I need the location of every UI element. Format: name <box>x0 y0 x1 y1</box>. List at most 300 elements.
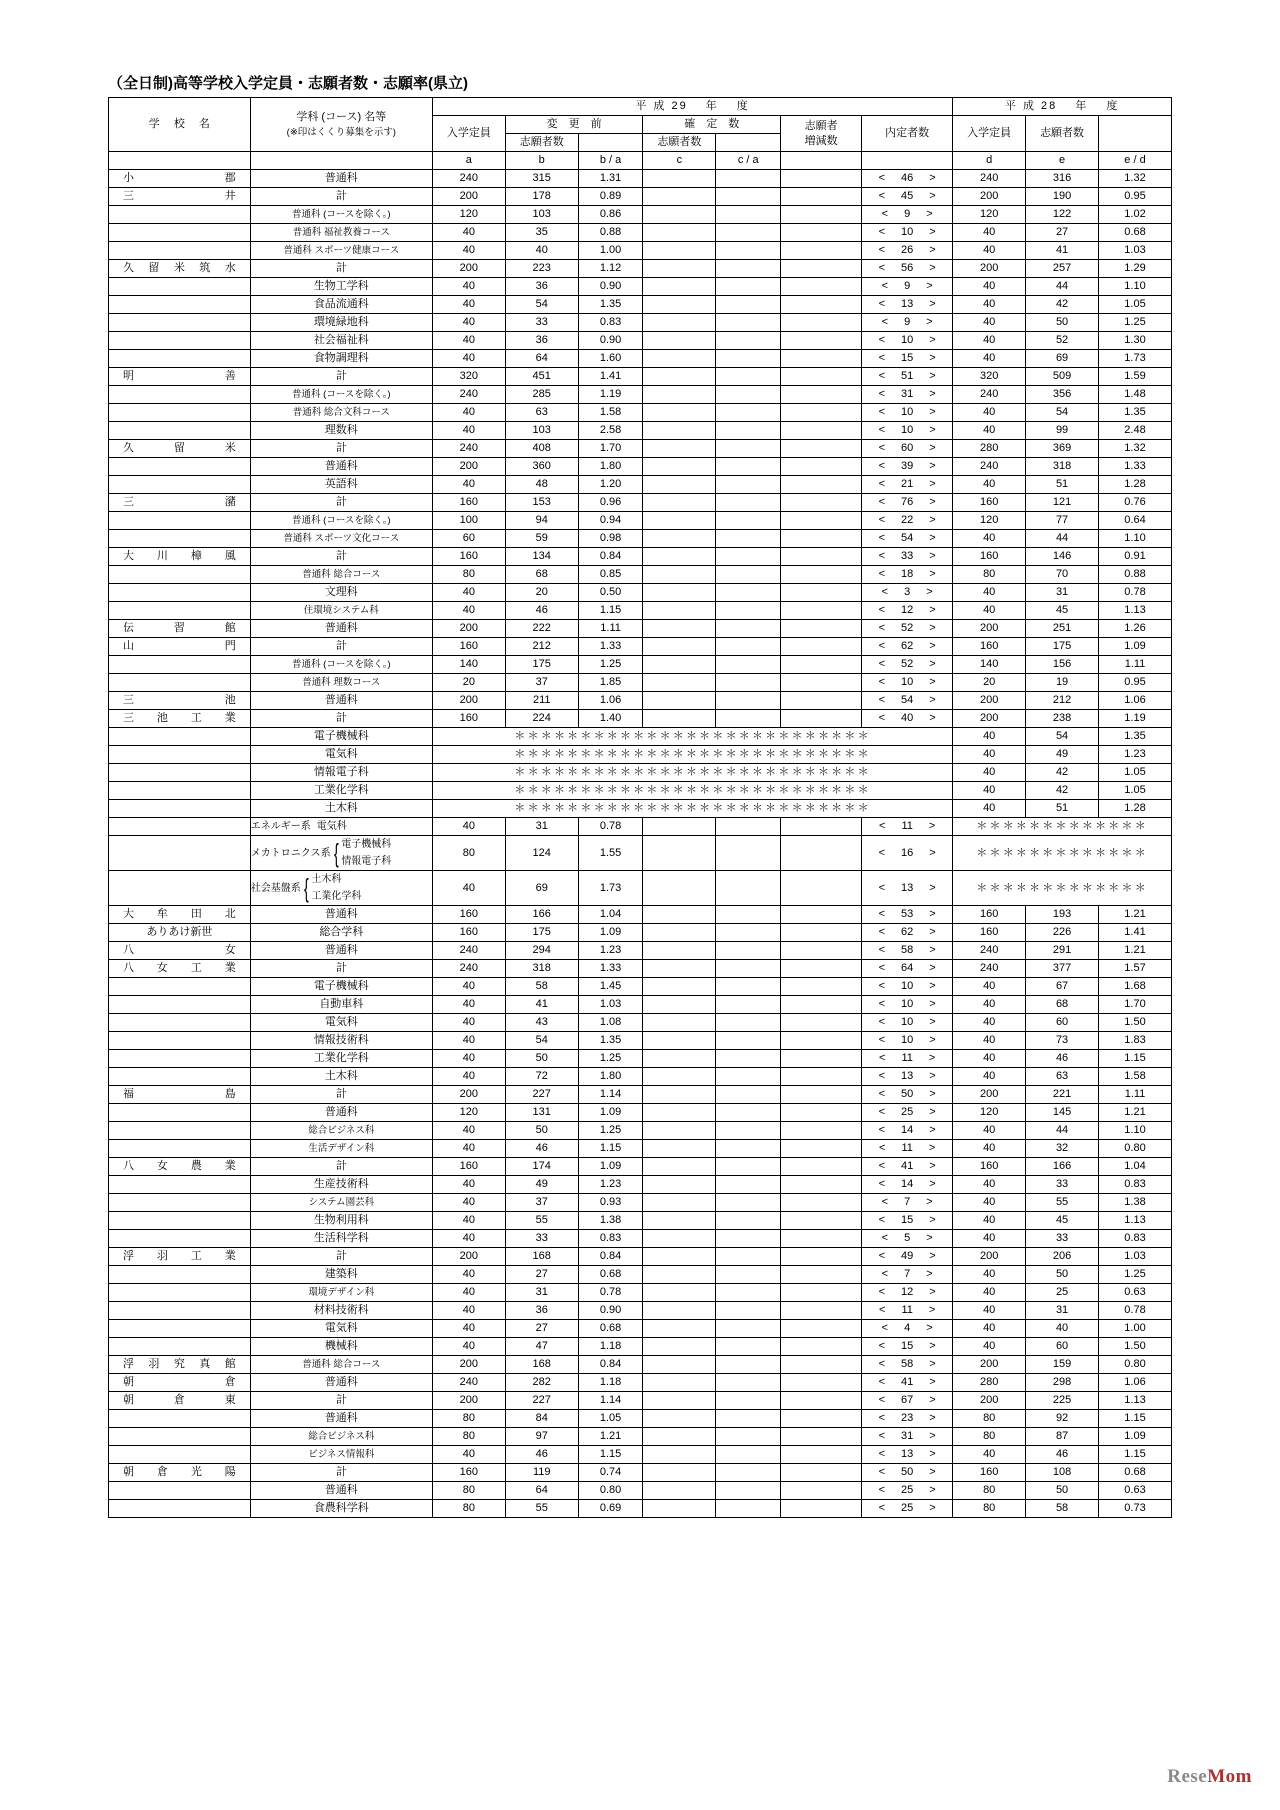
naitei-cell: < 10 > <box>862 996 953 1014</box>
shigan-e-cell: 31 <box>1026 584 1099 602</box>
shigan-c-cell <box>643 871 716 906</box>
teiin28-cell: 40 <box>953 1122 1026 1140</box>
zogen-cell <box>781 530 862 548</box>
shigan-c-cell <box>643 1464 716 1482</box>
teiin29-cell: 40 <box>432 242 505 260</box>
shigan-c-cell <box>643 458 716 476</box>
zogen-cell <box>781 260 862 278</box>
ratio-ba-cell: 0.90 <box>578 278 643 296</box>
teiin28-cell: 40 <box>953 1014 1026 1032</box>
shigan-b-cell: 33 <box>505 314 578 332</box>
ratio-ba-cell: 0.78 <box>578 818 643 836</box>
school-name-cell <box>109 1410 251 1428</box>
shigan-e-cell: 33 <box>1026 1230 1099 1248</box>
course-name-cell: 電子機械科 <box>250 728 432 746</box>
zogen-cell <box>781 960 862 978</box>
naitei-cell: < 14 > <box>862 1122 953 1140</box>
zogen-cell <box>781 1464 862 1482</box>
teiin28-cell: 320 <box>953 368 1026 386</box>
shigan-b-cell: 285 <box>505 386 578 404</box>
header-ed: e / d <box>1099 152 1172 170</box>
ratio-ed-cell: 1.11 <box>1099 1086 1172 1104</box>
stars-cell: ＊＊＊＊＊＊＊＊＊＊＊＊＊ <box>953 871 1172 906</box>
naitei-cell: < 62 > <box>862 924 953 942</box>
ratio-ba-cell: 1.05 <box>578 1410 643 1428</box>
course-name-cell: 生物利用科 <box>250 1212 432 1230</box>
ratio-ba-cell: 1.41 <box>578 368 643 386</box>
stars-cell: ＊＊＊＊＊＊＊＊＊＊＊＊＊＊＊＊＊＊＊＊＊＊＊＊＊＊＊ <box>432 728 952 746</box>
shigan-e-cell: 251 <box>1026 620 1099 638</box>
teiin29-cell: 40 <box>432 1284 505 1302</box>
ratio-ba-cell: 1.25 <box>578 656 643 674</box>
course-name-cell: 普通科 <box>250 170 432 188</box>
course-name-cell: 環境デザイン科 <box>250 1284 432 1302</box>
watermark <box>1167 1766 1252 1788</box>
shigan-b-cell: 64 <box>505 350 578 368</box>
shigan-c-cell <box>643 1194 716 1212</box>
ratio-ca-cell <box>716 638 781 656</box>
zogen-cell <box>781 350 862 368</box>
naitei-cell: < 40 > <box>862 710 953 728</box>
naitei-cell: < 18 > <box>862 566 953 584</box>
table-body <box>109 170 1172 1518</box>
course-name-cell: 環境緑地科 <box>250 314 432 332</box>
course-name-cell: 普通科 (コースを除く。) <box>250 512 432 530</box>
teiin28-cell: 160 <box>953 924 1026 942</box>
ratio-ca-cell <box>716 942 781 960</box>
shigan-c-cell <box>643 1392 716 1410</box>
ratio-ba-cell: 0.98 <box>578 530 643 548</box>
school-name-cell <box>109 1500 251 1518</box>
school-name-cell <box>109 404 251 422</box>
shigan-e-cell: 58 <box>1026 1500 1099 1518</box>
ratio-ba-cell: 0.83 <box>578 1230 643 1248</box>
page-title: （全日制)高等学校入学定員・志願者数・志願率(県立) <box>108 75 468 92</box>
naitei-cell: < 52 > <box>862 656 953 674</box>
table-row <box>109 764 1172 782</box>
table-row <box>109 674 1172 692</box>
zogen-cell <box>781 1194 862 1212</box>
table-row <box>109 188 1172 206</box>
zogen-cell <box>781 871 862 906</box>
naitei-cell: < 11 > <box>862 1302 953 1320</box>
shigan-b-cell: 119 <box>505 1464 578 1482</box>
ratio-ba-cell: 0.84 <box>578 548 643 566</box>
ratio-ed-cell: 1.06 <box>1099 692 1172 710</box>
zogen-cell <box>781 1284 862 1302</box>
table-row <box>109 314 1172 332</box>
zogen-cell <box>781 314 862 332</box>
ratio-ba-cell: 0.90 <box>578 332 643 350</box>
ratio-ed-cell: 1.50 <box>1099 1014 1172 1032</box>
teiin29-cell: 40 <box>432 871 505 906</box>
course-name-cell: 普通科 <box>250 942 432 960</box>
table-row <box>109 906 1172 924</box>
ratio-ed-cell: 1.38 <box>1099 1194 1172 1212</box>
shigan-e-cell: 356 <box>1026 386 1099 404</box>
shigan-e-cell: 69 <box>1026 350 1099 368</box>
school-name-cell: 山 門 <box>109 638 251 656</box>
teiin28-cell: 200 <box>953 1086 1026 1104</box>
shigan-e-cell: 369 <box>1026 440 1099 458</box>
stars-cell: ＊＊＊＊＊＊＊＊＊＊＊＊＊＊＊＊＊＊＊＊＊＊＊＊＊＊＊ <box>432 800 952 818</box>
shigan-b-cell: 72 <box>505 1068 578 1086</box>
teiin28-cell: 200 <box>953 260 1026 278</box>
course-name-cell: 計 <box>250 638 432 656</box>
naitei-cell: < 10 > <box>862 404 953 422</box>
table-row <box>109 296 1172 314</box>
header-ratio-ed-top <box>1099 116 1172 152</box>
shigan-c-cell <box>643 710 716 728</box>
ratio-ed-cell: 1.25 <box>1099 1266 1172 1284</box>
table-row <box>109 440 1172 458</box>
school-name-cell: 三 池 工 業 <box>109 710 251 728</box>
shigan-e-cell: 49 <box>1026 746 1099 764</box>
naitei-cell: < 10 > <box>862 1032 953 1050</box>
school-name-cell <box>109 476 251 494</box>
ratio-ed-cell: 1.03 <box>1099 1248 1172 1266</box>
course-name-cell: 計 <box>250 260 432 278</box>
naitei-cell: < 11 > <box>862 818 953 836</box>
table-row <box>109 368 1172 386</box>
admissions-table <box>108 97 1172 1518</box>
zogen-cell <box>781 620 862 638</box>
table-row <box>109 332 1172 350</box>
header-shigan28: 志願者数 <box>1026 116 1099 152</box>
school-name-cell: 三 池 <box>109 692 251 710</box>
ratio-ca-cell <box>716 260 781 278</box>
teiin29-cell: 80 <box>432 1500 505 1518</box>
shigan-e-cell: 44 <box>1026 278 1099 296</box>
course-name-cell: 情報電子科 <box>250 764 432 782</box>
teiin29-cell: 120 <box>432 206 505 224</box>
shigan-b-cell: 124 <box>505 836 578 871</box>
ratio-ba-cell: 0.86 <box>578 206 643 224</box>
ratio-ed-cell: 1.13 <box>1099 1392 1172 1410</box>
ratio-ed-cell: 0.83 <box>1099 1230 1172 1248</box>
shigan-e-cell: 121 <box>1026 494 1099 512</box>
teiin28-cell: 40 <box>953 1230 1026 1248</box>
course-name-cell: 普通科 スポーツ健康コース <box>250 242 432 260</box>
header-kakutei: 確 定 数 <box>643 116 781 134</box>
school-name-cell: 久 留 米 筑 水 <box>109 260 251 278</box>
header-ratio-ba-top <box>578 134 643 152</box>
naitei-cell: < 15 > <box>862 1212 953 1230</box>
school-name-cell <box>109 512 251 530</box>
table-row <box>109 1194 1172 1212</box>
shigan-e-cell: 108 <box>1026 1464 1099 1482</box>
teiin29-cell: 160 <box>432 906 505 924</box>
teiin28-cell: 120 <box>953 512 1026 530</box>
ratio-ba-cell: 1.21 <box>578 1428 643 1446</box>
shigan-c-cell <box>643 996 716 1014</box>
ratio-ed-cell: 0.95 <box>1099 674 1172 692</box>
table-row <box>109 1140 1172 1158</box>
shigan-e-cell: 42 <box>1026 782 1099 800</box>
teiin28-cell: 80 <box>953 566 1026 584</box>
teiin28-cell: 120 <box>953 206 1026 224</box>
table-row <box>109 1320 1172 1338</box>
table-row <box>109 1104 1172 1122</box>
table-head <box>109 98 1172 170</box>
zogen-cell <box>781 836 862 871</box>
teiin29-cell: 40 <box>432 296 505 314</box>
ratio-ed-cell: 0.80 <box>1099 1356 1172 1374</box>
shigan-c-cell <box>643 1122 716 1140</box>
shigan-c-cell <box>643 224 716 242</box>
school-name-cell <box>109 224 251 242</box>
table-row <box>109 1014 1172 1032</box>
table-row <box>109 1212 1172 1230</box>
ratio-ed-cell: 0.78 <box>1099 584 1172 602</box>
teiin28-cell: 40 <box>953 746 1026 764</box>
shigan-c-cell <box>643 1266 716 1284</box>
teiin29-cell: 40 <box>432 1230 505 1248</box>
table-row <box>109 692 1172 710</box>
shigan-c-cell <box>643 978 716 996</box>
shigan-c-cell <box>643 960 716 978</box>
ratio-ed-cell: 0.64 <box>1099 512 1172 530</box>
header-school: 学 校 名 <box>109 98 251 152</box>
teiin29-cell: 240 <box>432 386 505 404</box>
table-row <box>109 1410 1172 1428</box>
shigan-b-cell: 103 <box>505 206 578 224</box>
shigan-b-cell: 103 <box>505 422 578 440</box>
ratio-ed-cell: 1.05 <box>1099 782 1172 800</box>
teiin29-cell: 240 <box>432 1374 505 1392</box>
shigan-c-cell <box>643 1374 716 1392</box>
shigan-c-cell <box>643 332 716 350</box>
naitei-cell: < 11 > <box>862 1140 953 1158</box>
shigan-e-cell: 31 <box>1026 1302 1099 1320</box>
course-name-cell: 計 <box>250 1464 432 1482</box>
teiin29-cell: 80 <box>432 1428 505 1446</box>
shigan-b-cell: 63 <box>505 404 578 422</box>
school-name-cell <box>109 584 251 602</box>
naitei-cell: < 50 > <box>862 1464 953 1482</box>
header-sub-blank1 <box>109 152 251 170</box>
table-row <box>109 1392 1172 1410</box>
ratio-ba-cell: 1.35 <box>578 1032 643 1050</box>
ratio-ed-cell: 1.41 <box>1099 924 1172 942</box>
school-name-cell: 八 女 <box>109 942 251 960</box>
shigan-e-cell: 42 <box>1026 764 1099 782</box>
teiin29-cell: 40 <box>432 1032 505 1050</box>
ratio-ca-cell <box>716 1356 781 1374</box>
ratio-ca-cell <box>716 530 781 548</box>
ratio-ca-cell <box>716 871 781 906</box>
school-name-cell <box>109 458 251 476</box>
ratio-ed-cell: 1.03 <box>1099 242 1172 260</box>
ratio-ba-cell: 0.78 <box>578 1284 643 1302</box>
teiin28-cell: 140 <box>953 656 1026 674</box>
ratio-ba-cell: 1.09 <box>578 1104 643 1122</box>
table-row <box>109 386 1172 404</box>
header-henkou-mae: 変 更 前 <box>505 116 643 134</box>
school-name-cell: 八 女 工 業 <box>109 960 251 978</box>
ratio-ca-cell <box>716 1050 781 1068</box>
school-name-cell <box>109 278 251 296</box>
naitei-cell: < 23 > <box>862 1410 953 1428</box>
school-name-cell: ありあけ新世 <box>109 924 251 942</box>
ratio-ba-cell: 1.45 <box>578 978 643 996</box>
teiin29-cell: 40 <box>432 1266 505 1284</box>
teiin28-cell: 40 <box>953 1302 1026 1320</box>
course-name-cell: 計 <box>250 548 432 566</box>
shigan-c-cell <box>643 602 716 620</box>
course-group-cell: エネルギー系 電気科 <box>250 818 432 836</box>
teiin28-cell: 160 <box>953 638 1026 656</box>
shigan-c-cell <box>643 1032 716 1050</box>
ratio-ed-cell: 0.68 <box>1099 1464 1172 1482</box>
shigan-c-cell <box>643 1446 716 1464</box>
ratio-ba-cell: 1.09 <box>578 924 643 942</box>
teiin29-cell: 40 <box>432 584 505 602</box>
course-name-cell: 総合ビジネス科 <box>250 1122 432 1140</box>
header-teiin29: 入学定員 <box>432 116 505 152</box>
shigan-e-cell: 51 <box>1026 800 1099 818</box>
naitei-cell: < 4 > <box>862 1320 953 1338</box>
ratio-ca-cell <box>716 332 781 350</box>
shigan-e-cell: 45 <box>1026 1212 1099 1230</box>
naitei-cell: < 9 > <box>862 314 953 332</box>
teiin28-cell: 280 <box>953 440 1026 458</box>
shigan-b-cell: 46 <box>505 602 578 620</box>
ratio-ca-cell <box>716 836 781 871</box>
header-zogen-1: 志願者 <box>804 119 838 132</box>
shigan-e-cell: 19 <box>1026 674 1099 692</box>
shigan-b-cell: 31 <box>505 818 578 836</box>
school-name-cell <box>109 674 251 692</box>
ratio-ba-cell: 1.06 <box>578 692 643 710</box>
course-name-cell: 普通科 <box>250 1374 432 1392</box>
teiin29-cell: 40 <box>432 1320 505 1338</box>
naitei-cell: < 41 > <box>862 1374 953 1392</box>
ratio-ba-cell: 1.18 <box>578 1374 643 1392</box>
shigan-c-cell <box>643 188 716 206</box>
shigan-b-cell: 48 <box>505 476 578 494</box>
shigan-b-cell: 222 <box>505 620 578 638</box>
table-row <box>109 260 1172 278</box>
school-name-cell: 朝 倉 東 <box>109 1392 251 1410</box>
table-row <box>109 800 1172 818</box>
shigan-c-cell <box>643 1356 716 1374</box>
ratio-ed-cell: 1.35 <box>1099 728 1172 746</box>
header-a: a <box>432 152 505 170</box>
ratio-ed-cell: 1.26 <box>1099 620 1172 638</box>
shigan-e-cell: 42 <box>1026 296 1099 314</box>
teiin28-cell: 40 <box>953 242 1026 260</box>
naitei-cell: < 10 > <box>862 674 953 692</box>
school-name-cell <box>109 386 251 404</box>
school-name-cell <box>109 818 251 836</box>
naitei-cell: < 9 > <box>862 278 953 296</box>
zogen-cell <box>781 1302 862 1320</box>
shigan-b-cell: 224 <box>505 710 578 728</box>
school-name-cell <box>109 530 251 548</box>
naitei-cell: < 60 > <box>862 440 953 458</box>
naitei-cell: < 12 > <box>862 1284 953 1302</box>
watermark-suffix: Mom <box>1207 1766 1252 1787</box>
teiin28-cell: 40 <box>953 296 1026 314</box>
teiin28-cell: 160 <box>953 1464 1026 1482</box>
shigan-b-cell: 68 <box>505 566 578 584</box>
ratio-ba-cell: 0.85 <box>578 566 643 584</box>
ratio-ca-cell <box>716 1194 781 1212</box>
school-name-cell <box>109 296 251 314</box>
course-name-cell: 電子機械科 <box>250 978 432 996</box>
ratio-ca-cell <box>716 1230 781 1248</box>
zogen-cell <box>781 566 862 584</box>
ratio-ba-cell: 1.38 <box>578 1212 643 1230</box>
zogen-cell <box>781 242 862 260</box>
teiin29-cell: 40 <box>432 404 505 422</box>
zogen-cell <box>781 924 862 942</box>
ratio-ca-cell <box>716 386 781 404</box>
course-name-cell: 土木科 <box>250 800 432 818</box>
teiin28-cell: 40 <box>953 1140 1026 1158</box>
table-row <box>109 836 1172 871</box>
shigan-e-cell: 33 <box>1026 1176 1099 1194</box>
shigan-b-cell: 50 <box>505 1050 578 1068</box>
table-row <box>109 566 1172 584</box>
shigan-c-cell <box>643 1212 716 1230</box>
table-row <box>109 978 1172 996</box>
ratio-ba-cell: 1.12 <box>578 260 643 278</box>
shigan-e-cell: 221 <box>1026 1086 1099 1104</box>
shigan-b-cell: 360 <box>505 458 578 476</box>
zogen-cell <box>781 1374 862 1392</box>
school-name-cell: 八 女 農 業 <box>109 1158 251 1176</box>
zogen-cell <box>781 1500 862 1518</box>
naitei-cell: < 10 > <box>862 422 953 440</box>
school-name-cell <box>109 1194 251 1212</box>
teiin28-cell: 200 <box>953 1248 1026 1266</box>
ratio-ba-cell: 1.73 <box>578 871 643 906</box>
ratio-ba-cell: 0.68 <box>578 1266 643 1284</box>
naitei-cell: < 25 > <box>862 1104 953 1122</box>
naitei-cell: < 49 > <box>862 1248 953 1266</box>
shigan-c-cell <box>643 548 716 566</box>
table-row <box>109 1500 1172 1518</box>
ratio-ba-cell: 1.03 <box>578 996 643 1014</box>
ratio-ba-cell: 0.88 <box>578 224 643 242</box>
shigan-e-cell: 70 <box>1026 566 1099 584</box>
teiin28-cell: 40 <box>953 1266 1026 1284</box>
naitei-cell: < 12 > <box>862 602 953 620</box>
shigan-b-cell: 294 <box>505 942 578 960</box>
ratio-ba-cell: 1.40 <box>578 710 643 728</box>
ratio-ba-cell: 1.31 <box>578 170 643 188</box>
ratio-ba-cell: 0.69 <box>578 1500 643 1518</box>
ratio-ed-cell: 0.63 <box>1099 1284 1172 1302</box>
ratio-ca-cell <box>716 512 781 530</box>
teiin29-cell: 140 <box>432 656 505 674</box>
zogen-cell <box>781 224 862 242</box>
teiin28-cell: 200 <box>953 620 1026 638</box>
shigan-c-cell <box>643 942 716 960</box>
teiin29-cell: 240 <box>432 170 505 188</box>
ratio-ba-cell: 1.11 <box>578 620 643 638</box>
ratio-ca-cell <box>716 422 781 440</box>
shigan-b-cell: 35 <box>505 224 578 242</box>
school-name-cell <box>109 656 251 674</box>
teiin29-cell: 240 <box>432 942 505 960</box>
naitei-cell: < 67 > <box>862 1392 953 1410</box>
ratio-ed-cell: 0.91 <box>1099 548 1172 566</box>
shigan-e-cell: 291 <box>1026 942 1099 960</box>
ratio-ca-cell <box>716 1014 781 1032</box>
